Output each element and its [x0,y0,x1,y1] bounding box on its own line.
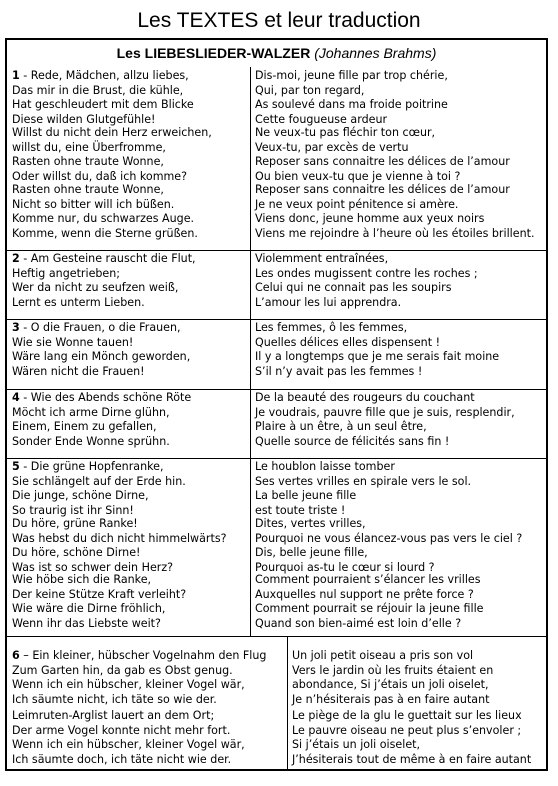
german-text: - Die grüne Hopfenranke, [19,460,164,473]
stanza-number: 5 [12,460,20,473]
german-line [12,350,190,365]
french-line: Le piège de la glu le guettait sur les lieux [292,709,522,722]
german-text: Lernt es unterm Lieben. [12,295,145,309]
german-line [12,475,186,490]
column-divider [250,458,251,636]
german-text: - Rede, Mädchen, allzu liebes, [19,69,189,82]
french-line: Pourquoi as-tu le cœur si lourd ? [255,560,435,574]
german-line [12,212,198,227]
french-line: Reposer sans connaitre les délices de l’amour [255,155,510,169]
german-line [12,532,227,547]
table-header [7,40,546,67]
german-text: Der keine Stütze Kraft verleiht? [12,587,187,601]
german-line [12,406,191,421]
stanza-number: 2 [12,252,20,265]
french-stanza [292,649,493,707]
german-text: Sie schlängelt auf der Erde hin. [12,474,186,488]
german-line [12,435,191,450]
stanza-number: 1 [12,69,20,82]
german-text: Wie höbe sich die Ranke, [12,573,152,586]
column-divider [250,319,251,389]
french-stanza [255,252,478,310]
german-text: Nicht so bitter will ich büßen. [12,197,175,211]
german-line [12,617,186,632]
french-line: Dis-moi, jeune fille par trop chérie, [255,69,448,82]
work-title: Les LIEBESLIEDER-WALZER [116,45,311,61]
french-stanza [255,460,471,518]
french-stanza [255,183,534,241]
french-line: Je n’hésiterais pas à en faire autant [292,692,490,706]
german-line [12,738,245,753]
german-line [12,336,190,351]
german-text: Du höre, schöne Dirne! [12,546,141,560]
german-text: Komme nur, du schwarzes Auge. [12,212,195,226]
german-line [12,724,245,739]
german-line [12,391,191,406]
german-line [12,420,191,435]
german-line [12,321,190,336]
german-text: Wenn ihr das Liebste weit? [12,616,161,630]
french-line: Violemment entraînées, [255,252,389,265]
french-line: Reposer sans connaitre les délices de l’amour [255,183,510,196]
german-line [12,664,266,679]
german-line [12,227,198,242]
german-text: Leimruten-Arglist lauert an dem Ort; [12,709,215,722]
german-text: Willst du nicht dein Herz erweichen, [12,126,212,139]
german-stanza [12,252,196,310]
french-line: Cette fougueuse ardeur [255,112,388,126]
french-line: Comment pourraient s’élancer les vrilles [255,573,481,586]
french-line: Pourquoi ne vous élancez-vous pas vers le ciel ? [255,531,523,545]
german-text: Sonder Ende Wonne sprühn. [12,434,170,448]
german-line [12,602,186,617]
german-line [12,365,190,380]
french-line: Celui qui ne connait pas les soupirs [255,281,452,295]
french-stanza [255,573,483,631]
german-line [12,98,194,113]
french-stanza [255,126,510,184]
german-text: Rasten ohne traute Wonne, [12,183,164,196]
german-line [12,460,186,475]
german-text: Zum Garten hin, da gab es Obst genug. [12,663,233,677]
stanza-number: 6 [12,649,20,662]
german-stanza [12,126,212,184]
french-line: Un joli petit oiseau a pris son vol [292,649,474,662]
german-text: Wäre lang ein Mönch geworden, [12,350,191,364]
german-text: Wenn ich ein hübscher, kleiner Vogel wär, [12,678,245,692]
german-line [12,141,212,156]
french-line: Je voudrais, pauvre fille que je suis, resplendir, [255,405,515,419]
row-divider [7,636,546,637]
german-text: Wären nicht die Frauen! [12,364,145,378]
french-line: Comment pourrait se réjouir la jeune fille [255,602,484,616]
french-line: Ou bien veux-tu que je vienne à toi ? [255,169,461,183]
french-line: Viens me rejoindre à l’heure où les étoiles brillent. [255,226,535,240]
german-line [12,198,198,213]
german-text: Diese wilden Glutgefühle! [12,112,156,126]
german-line [12,693,266,708]
german-text: Was hebst du dich nicht himmelwärts? [12,531,227,545]
german-stanza [12,573,186,631]
german-line [12,573,186,588]
french-line: Quelles délices elles dispensent ! [255,335,441,349]
french-line: De la beauté des rougeurs du couchant [255,391,475,404]
german-text: Wie wäre die Dirne fröhlich, [12,602,166,616]
german-text: Der arme Vogel konnte nicht mehr fort. [12,723,231,737]
french-line: Le houblon laisse tomber [255,460,395,473]
french-line: Dites, vertes vrilles, [255,517,366,530]
french-line: Le pauvre oiseau ne peut plus s’envoler ; [292,723,522,737]
french-line: La belle jeune fille [255,489,357,503]
german-text: Oder willst du, daß ich komme? [12,169,188,183]
french-line: abondance, Si j’étais un joli oiselet, [292,678,489,692]
french-line: J’hésiterais tout de même à en faire autant [292,752,532,766]
german-line [12,252,196,267]
german-line [12,649,266,664]
french-stanza [255,321,499,379]
french-line: S’il n’y avait pas les femmes ! [255,364,423,378]
german-text: Wie sie Wonne tauen! [12,335,134,349]
german-text: Komme, wenn die Sterne grüßen. [12,226,198,240]
column-divider [250,250,251,319]
french-line: Ses vertes vrilles en spirale vers le sol. [255,474,472,488]
german-stanza [12,460,186,518]
german-line [12,517,227,532]
french-line: Plaire à un être, à un seul être, [255,420,427,434]
german-text: Ich säumte nicht, ich täte so wie der. [12,692,217,706]
french-line: Dis, belle jeune fille, [255,546,368,560]
row-divider [7,458,546,459]
stanza-number: 4 [12,391,20,404]
german-stanza [12,391,191,449]
french-line: Viens donc, jeune homme aux yeux noirs [255,212,485,226]
german-line [12,69,194,84]
french-line: Quelle source de félicités sans fin ! [255,434,450,448]
german-stanza [12,517,227,575]
french-stanza [255,391,515,449]
french-line: Quand son bien-aimé est loin d’elle ? [255,616,462,630]
german-text: Wenn ich ein hübscher, kleiner Vogel wär, [12,738,245,752]
french-line: L’amour les lui apprendra. [255,295,402,309]
french-line: Je ne veux point pénitence si amère. [255,197,459,211]
page-title: Les TEXTES et leur traduction [137,9,421,32]
french-line: Qui, par ton regard, [255,83,365,97]
german-stanza [12,69,194,127]
composer: (Johannes Brahms) [314,45,437,61]
german-line [12,267,196,282]
german-text: willst du, eine Überfromme, [12,140,166,154]
lyrics-table [5,38,548,771]
german-text: Wer da nicht zu seufzen weiß, [12,281,179,295]
german-line [12,709,245,724]
german-line [12,84,194,99]
german-text: Ich säumte doch, ich täte nicht wie der. [12,752,232,766]
german-text: - Wie des Abends schöne Röte [19,391,192,404]
german-line [12,183,198,198]
german-text: – Ein kleiner, hübscher Vogelnahm den Flug [19,649,267,662]
french-line: As soulevé dans ma froide poitrine [255,98,448,112]
column-divider [250,389,251,458]
stanza-number: 3 [12,321,20,334]
german-line [12,546,227,561]
german-line [12,281,196,296]
german-line [12,753,245,768]
german-text: - Am Gesteine rauscht die Flut, [19,252,196,265]
french-line: Les ondes mugissent contre les roches ; [255,266,478,280]
german-line [12,155,212,170]
german-stanza [12,709,245,767]
german-text: Die junge, schöne Dirne, [12,489,149,503]
column-divider [250,67,251,250]
french-line: Si j’étais un joli oiselet, [292,738,421,752]
row-divider [7,389,546,390]
german-text: Was ist so schwer dein Herz? [12,560,174,574]
french-stanza [255,517,522,575]
row-divider [7,250,546,251]
german-line [12,678,266,693]
german-text: Einem, Einem zu gefallen, [12,420,157,434]
german-text: So traurig ist ihr Sinn! [12,503,134,517]
german-stanza [12,321,190,379]
french-line: Ne veux-tu pas fléchir ton cœur, [255,126,436,139]
german-stanza [12,183,198,241]
french-stanza [292,709,531,767]
german-text: Das mir in die Brust, die kühle, [12,83,184,97]
french-line: Veux-tu, par excès de vertu [255,140,409,154]
french-line: est toute triste ! [255,503,346,517]
german-line [12,588,186,603]
german-text: Heftig angetrieben; [12,266,121,280]
french-line: Il y a longtemps que je me serais fait moine [255,350,500,364]
german-text: Hat geschleudert mit dem Blicke [12,98,194,112]
french-line: Auxquelles nul support ne prête force ? [255,587,474,601]
german-line [12,126,212,141]
german-line [12,296,196,311]
german-text: - O die Frauen, o die Frauen, [19,321,181,334]
german-stanza [12,649,266,707]
row-divider [7,319,546,320]
german-line [12,489,186,504]
french-line: Les femmes, ô les femmes, [255,321,408,334]
german-text: Du höre, grüne Ranke! [12,517,138,530]
german-text: Möcht ich arme Dirne glühn, [12,405,170,419]
german-text: Rasten ohne traute Wonne, [12,155,164,169]
french-stanza [255,69,448,127]
french-line: Vers le jardin où les fruits étaient en [292,663,494,677]
column-divider [287,636,288,769]
